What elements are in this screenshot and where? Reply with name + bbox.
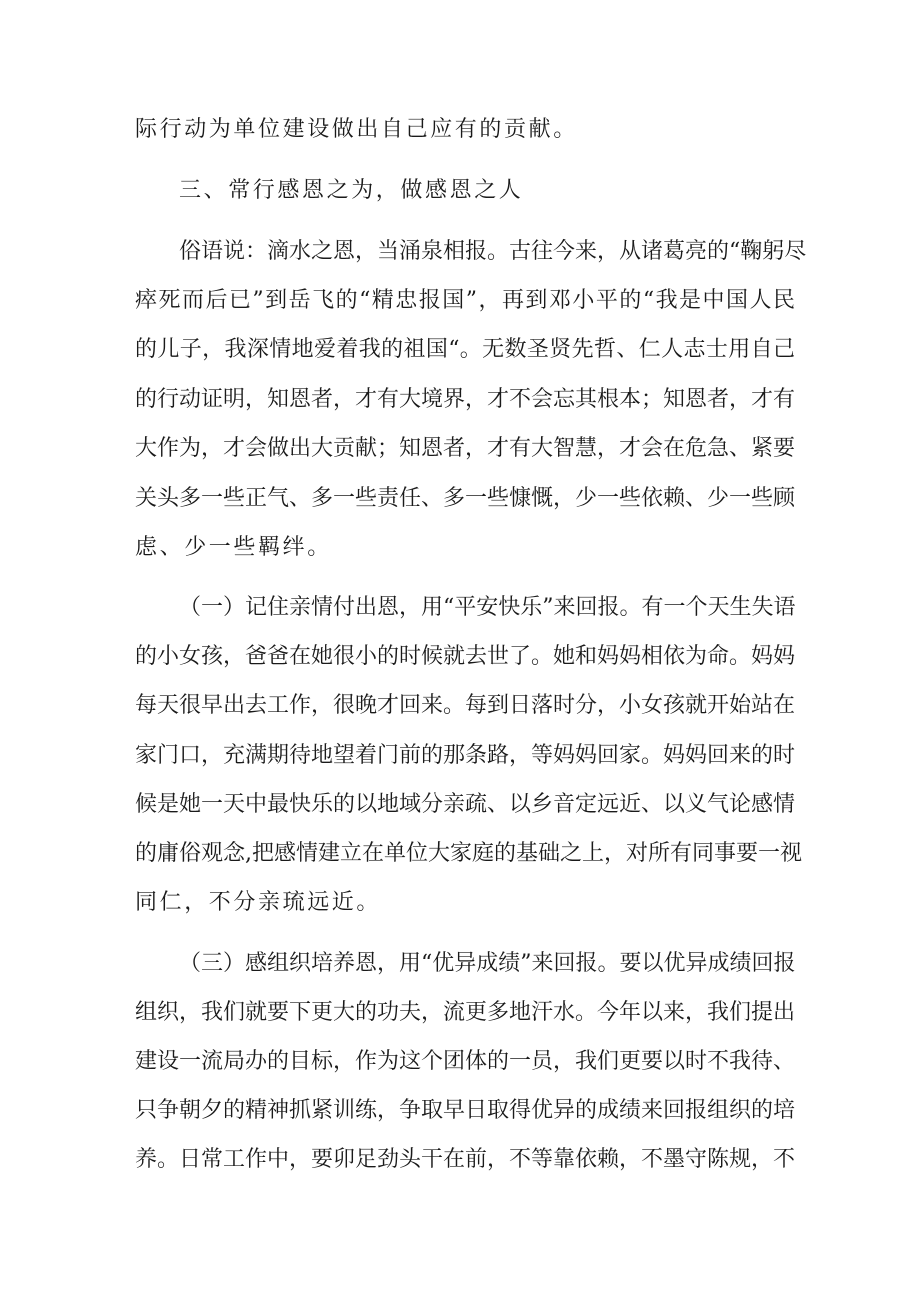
text-line: （三）感组织培养恩，用“优异成绩”来回报。要以优异成绩回报 — [179, 951, 796, 976]
section-heading: 三、常行感恩之为，做感恩之人 — [179, 178, 524, 203]
text-line: 的行动证明，知恩者，才有大境界，才不会忘其根本；知恩者，才有 — [135, 387, 796, 412]
text-line: 只争朝夕的精神抓紧训练，争取早日取得优异的成绩来回报组织的培 — [135, 1098, 796, 1123]
text-line: 的庸俗观念,把感情建立在单位大家庭的基础之上，对所有同事要一视 — [135, 841, 802, 866]
text-line: 家门口，充满期待地望着门前的那条路，等妈妈回家。妈妈回来的时 — [135, 743, 796, 768]
text-line: 每天很早出去工作，很晚才回来。每到日落时分，小女孩就开始站在 — [135, 693, 796, 718]
text-line: 组织，我们就要下更大的功夫，流更多地汗水。今年以来，我们提出 — [135, 1000, 796, 1025]
text-line: （一）记住亲情付出恩，用“平安快乐”来回报。有一个天生失语 — [179, 595, 796, 620]
text-line: 俗语说：滴水之恩，当涌泉相报。古往今来，从诸葛亮的“鞠躬尽 — [179, 239, 807, 264]
text-line: 的小女孩，爸爸在她很小的时候就去世了。她和妈妈相依为命。妈妈 — [135, 644, 796, 669]
text-line: 候是她一天中最快乐的以地域分亲疏、以乡音定远近、以义气论感情 — [135, 792, 796, 817]
text-line: 际行动为单位建设做出自己应有的贡献。 — [135, 117, 578, 142]
text-line: 大作为，才会做出大贡献；知恩者，才有大智慧，才会在危急、紧要 — [135, 436, 796, 461]
text-line: 关头多一些正气、多一些责任、多一些慷慨，少一些依赖、少一些顾 — [135, 486, 796, 511]
text-line: 同仁，不分亲琉远近。 — [135, 890, 382, 915]
text-line: 养。日常工作中，要卯足劲头干在前，不等靠依赖，不墨守陈规，不 — [135, 1147, 796, 1172]
text-line: 虑、少一些羁绊。 — [135, 535, 332, 560]
text-line: 瘁死而后已”到岳飞的“精忠报国”，再到邓小平的“我是中国人民 — [135, 288, 795, 313]
text-line: 的儿子，我深情地爱着我的祖国“。无数圣贤先哲、仁人志士用自己 — [135, 337, 795, 362]
text-line: 建设一流局办的目标，作为这个团体的一员，我们更要以时不我待、 — [135, 1049, 796, 1074]
